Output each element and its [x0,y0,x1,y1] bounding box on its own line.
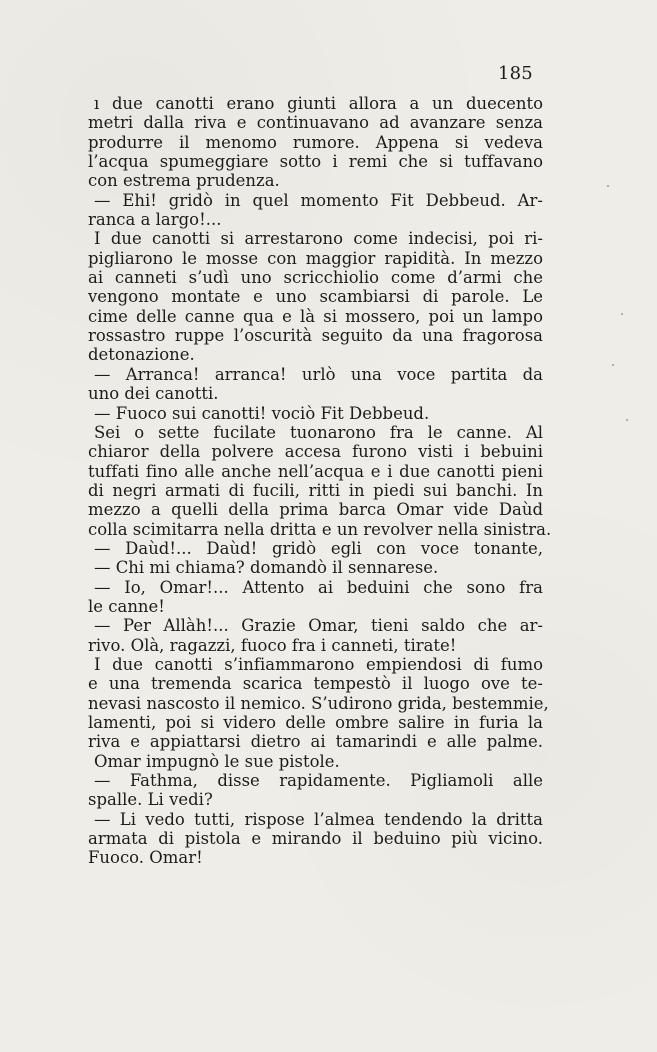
text-line: detonazione. [88,345,195,365]
text-line: uno dei canotti. [88,384,219,404]
text-line: di negri armati di fucili, ritti in piedi sui banchi. In [88,480,543,500]
text-line: spalle. Li vedi? [88,790,213,810]
text-line: — Fuoco sui canotti! vociò Fit Debbeud. [94,403,430,423]
text-line: — Ehi! gridò in quel momento Fit Debbeud. Ar- [94,190,543,210]
text-line: ranca a largo!... [88,210,222,230]
text-line: — Fathma, disse rapidamente. Pigliamoli alle [94,771,543,791]
text-line: riva e appiattarsi dietro ai tamarindi e alle palme. [88,732,543,752]
text-line: cime delle canne qua e là si mossero, poi un lampo [88,306,543,326]
text-line: l’acqua spumeggiare sotto i remi che si tuffavano [88,152,543,172]
text-line: armata di pistola e mirando il beduino più vicino. [88,829,543,849]
text-line: ai canneti s’udì uno scricchiolio come d’armi che [88,268,543,288]
text-line: — Arranca! arranca! urlò una voce partita da [94,364,543,384]
text-line: pigliarono le mosse con maggior rapidità. In mezzo [88,248,543,268]
text-line: Fuoco. Omar! [88,848,203,868]
text-line: le canne! [88,596,165,616]
page-text [88,94,552,868]
text-line: colla scimitarra nella dritta e un revolver nella sinistra. [88,519,552,539]
text-line: tuffati fino alle anche nell’acqua e i due canotti pieni [88,461,543,481]
text-line: — Li vedo tutti, rispose l’almea tendendo la dritta [94,809,543,829]
text-line: produrre il menomo rumore. Appena si vedeva [88,132,543,152]
paper-speck [626,419,628,421]
text-line: Sei o sette fucilate tuonarono fra le canne. Al [94,422,543,442]
text-line: I due canotti si arrestarono come indecisi, poi ri- [94,229,543,249]
text-line: chiaror della polvere accesa furono visti i bebuini [88,442,543,462]
text-line: mezzo a quelli della prima barca Omar vide Daùd [88,500,543,520]
text-line: I due canotti s’infiammarono empiendosi di fumo [94,654,543,674]
text-line: Omar impugnò le sue pistole. [94,751,340,771]
text-line: ı due canotti erano giunti allora a un duecento [94,94,543,113]
text-line: rivo. Olà, ragazzi, fuoco fra i canneti, tirate! [88,635,457,655]
text-line: e una tremenda scarica tempestò il luogo ove te- [88,674,543,694]
text-line: vengono montate e uno scambiarsi di parole. Le [88,287,543,307]
paper-speck [621,313,623,315]
text-line: — Chi mi chiama? domandò il sennarese. [94,558,439,578]
text-line: nevasi nascosto il nemico. S’udirono grida, bestemmie, [88,693,549,713]
text-line: lamenti, poi si videro delle ombre salire in furia la [88,713,543,732]
paper-speck [612,364,614,366]
paper-speck [607,185,609,187]
text-line: con estrema prudenza. [88,171,280,191]
text-line: — Io, Omar!... Attento ai beduini che sono fra [94,577,543,597]
text-line: — Per Allàh!... Grazie Omar, tieni saldo che ar- [94,616,543,636]
text-line: metri dalla riva e continuavano ad avanzare senza [88,113,543,133]
page-number: 185 [498,63,533,84]
text-line: rossastro ruppe l’oscurità seguito da una fragorosa [88,326,543,346]
text-line: — Daùd!... Daùd! gridò egli con voce tonante, [94,538,543,558]
